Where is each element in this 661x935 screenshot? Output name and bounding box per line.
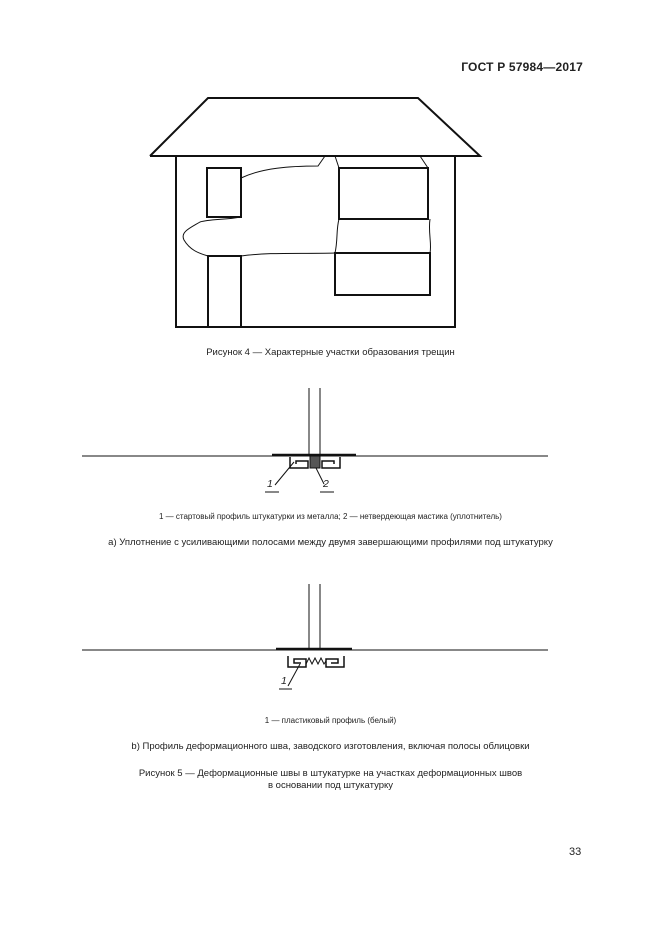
figure-4-caption: Рисунок 4 — Характерные участки образования трещин — [206, 347, 455, 358]
figure-5a-legend: 1 — стартовый профиль штукатурки из металла; 2 — нетвердеющая мастика (уплотнитель) — [159, 512, 502, 521]
figure-5a-subcaption: а) Уплотнение с усиливающими полосами между двумя завершающими профилями под штукатурку — [108, 537, 553, 548]
figure-5b-legend: 1 — пластиковый профиль (белый) — [264, 716, 397, 725]
figure-5-caption-line-1: Рисунок 5 — Деформационные швы в штукатурке на участках деформационных швов — [138, 768, 523, 779]
plastic-profile-right — [326, 656, 344, 667]
figure-5-caption-line-2: в основании под штукатурку — [267, 780, 394, 791]
page-number: 33 — [569, 846, 582, 858]
figure-5a-label-1: 1 — [267, 478, 273, 490]
plastic-profile-left — [288, 656, 306, 667]
document-standard-header: ГОСТ Р 57984—2017 — [461, 60, 583, 74]
figure-5a-label-2: 2 — [323, 478, 329, 490]
bellows-fold — [306, 658, 326, 664]
figure-5b-label-1: 1 — [281, 675, 287, 687]
figure-5b-subcaption: b) Профиль деформационного шва, заводского изготовления, включая полосы облицовки — [131, 741, 530, 752]
